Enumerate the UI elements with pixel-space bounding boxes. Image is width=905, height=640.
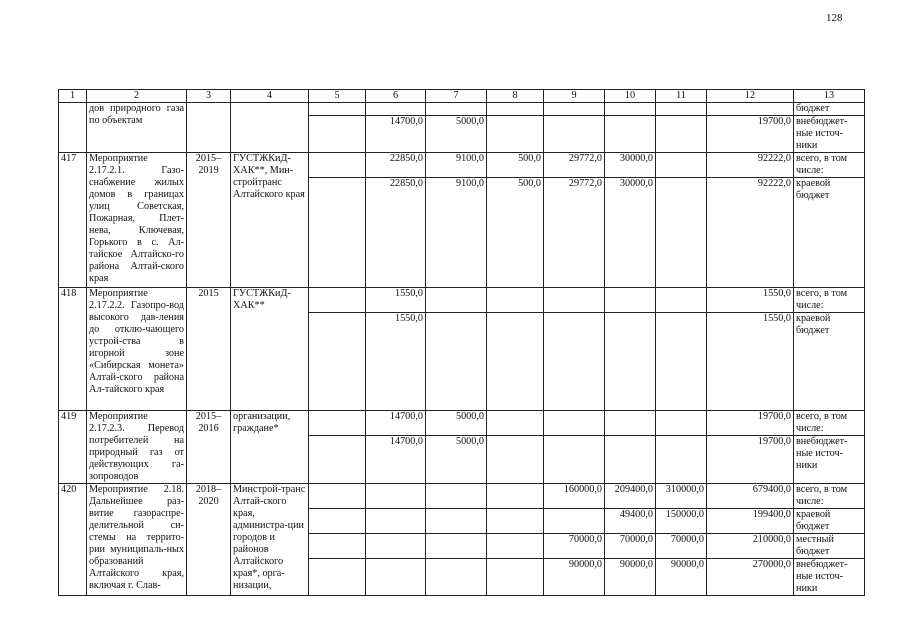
table-row xyxy=(59,288,865,313)
value-cell: 5000,0 xyxy=(426,116,487,153)
column-number: 8 xyxy=(487,90,544,103)
column-number: 4 xyxy=(231,90,309,103)
column-number: 1 xyxy=(59,90,87,103)
value-cell: 29772,0 xyxy=(544,178,605,288)
activity-name: Мероприятие 2.17.2.2. Газопро-вод высокого дав-ления до отклю-чающего устрой-ства в игорной зоне «Сибирская монета» Алтай-ского района Ал-тайского края xyxy=(87,288,187,411)
value-cell: 5000,0 xyxy=(426,411,487,436)
executor-cell: организации, граждане* xyxy=(231,411,309,484)
total-cell: 19700,0 xyxy=(707,436,794,484)
row-number: 418 xyxy=(59,288,87,411)
column-number: 5 xyxy=(309,90,366,103)
value-cell: 29772,0 xyxy=(544,153,605,178)
funding-source: краевой бюджет xyxy=(794,509,865,534)
total-cell: 92222,0 xyxy=(707,178,794,288)
value-cell: 9100,0 xyxy=(426,153,487,178)
total-cell: 92222,0 xyxy=(707,153,794,178)
value-cell: 22850,0 xyxy=(366,178,426,288)
budget-table xyxy=(58,89,865,596)
funding-source: бюджет xyxy=(794,103,865,116)
value-cell: 9100,0 xyxy=(426,178,487,288)
years-cell: 2015–2019 xyxy=(187,153,231,288)
row-number: 419 xyxy=(59,411,87,484)
value-cell: 14700,0 xyxy=(366,116,426,153)
value-cell: 500,0 xyxy=(487,153,544,178)
value-cell: 1550,0 xyxy=(366,313,426,411)
value-cell: 90000,0 xyxy=(605,559,656,596)
value-cell: 30000,0 xyxy=(605,153,656,178)
value-cell: 209400,0 xyxy=(605,484,656,509)
page-number: 128 xyxy=(826,12,843,24)
funding-source: внебюджет-ные источ-ники xyxy=(794,116,865,153)
years-cell: 2015–2016 xyxy=(187,411,231,484)
column-number: 13 xyxy=(794,90,865,103)
total-cell: 199400,0 xyxy=(707,509,794,534)
total-cell: 19700,0 xyxy=(707,116,794,153)
value-cell: 14700,0 xyxy=(366,436,426,484)
value-cell: 310000,0 xyxy=(656,484,707,509)
column-number: 12 xyxy=(707,90,794,103)
value-cell: 70000,0 xyxy=(605,534,656,559)
funding-source: внебюджет-ные источ-ники xyxy=(794,436,865,484)
value-cell: 49400,0 xyxy=(605,509,656,534)
value-cell: 30000,0 xyxy=(605,178,656,288)
total-cell: 210000,0 xyxy=(707,534,794,559)
funding-source: краевой бюджет xyxy=(794,313,865,411)
column-number: 2 xyxy=(87,90,187,103)
years-cell: 2018–2020 xyxy=(187,484,231,596)
column-number: 10 xyxy=(605,90,656,103)
column-number: 9 xyxy=(544,90,605,103)
activity-name: Мероприятие 2.17.2.3. Перевод потребителей на природный газ от действующих га-зопроводов xyxy=(87,411,187,484)
executor-cell xyxy=(231,103,309,153)
years-cell xyxy=(187,103,231,153)
value-cell: 14700,0 xyxy=(366,411,426,436)
row-number: 420 xyxy=(59,484,87,596)
activity-name: дов природного газа по объектам xyxy=(87,103,187,153)
row-number: 417 xyxy=(59,153,87,288)
executor-cell: Минстрой-транс Алтай-ского края, администра-ции городов и районов Алтайского края*, орга-низации, xyxy=(231,484,309,596)
years-cell: 2015 xyxy=(187,288,231,411)
value-cell: 70000,0 xyxy=(544,534,605,559)
funding-source: краевой бюджет xyxy=(794,178,865,288)
funding-source: внебюджет-ные источ-ники xyxy=(794,559,865,596)
executor-cell: ГУСТЖКиД-ХАК** xyxy=(231,288,309,411)
total-cell: 679400,0 xyxy=(707,484,794,509)
table-row xyxy=(59,411,865,436)
table-row xyxy=(59,153,865,178)
value-cell: 150000,0 xyxy=(656,509,707,534)
column-number: 6 xyxy=(366,90,426,103)
value-cell: 90000,0 xyxy=(656,559,707,596)
funding-source: всего, в том числе: xyxy=(794,411,865,436)
table-row xyxy=(59,484,865,509)
value-cell: 160000,0 xyxy=(544,484,605,509)
value-cell: 5000,0 xyxy=(426,436,487,484)
value-cell: 70000,0 xyxy=(656,534,707,559)
total-cell: 19700,0 xyxy=(707,411,794,436)
value-cell: 500,0 xyxy=(487,178,544,288)
value-cell: 90000,0 xyxy=(544,559,605,596)
activity-name: Мероприятие 2.18. Дальнейшее раз-витие газораспре-делительной си-стемы на террито-рии муниципаль-ных образований Алтайского края, включая г. Слав- xyxy=(87,484,187,596)
funding-source: всего, в том числе: xyxy=(794,484,865,509)
activity-name: Мероприятие 2.17.2.1. Газо-снабжение жилых домов в границах улиц Советская, Пожарная, Плет-нева, Ключевая, Горького в с. Ал-тайское Алтайско-го района Алтай-ского края xyxy=(87,153,187,288)
value-cell: 1550,0 xyxy=(366,288,426,313)
funding-source: всего, в том числе: xyxy=(794,288,865,313)
column-number: 7 xyxy=(426,90,487,103)
funding-source: всего, в том числе: xyxy=(794,153,865,178)
column-number: 3 xyxy=(187,90,231,103)
row-number xyxy=(59,103,87,153)
executor-cell: ГУСТЖКиД-ХАК**, Мин-стройтранс Алтайского края xyxy=(231,153,309,288)
table-row xyxy=(59,103,865,116)
total-cell: 1550,0 xyxy=(707,313,794,411)
total-cell: 1550,0 xyxy=(707,288,794,313)
table-header-row xyxy=(59,90,865,103)
value-cell: 22850,0 xyxy=(366,153,426,178)
total-cell: 270000,0 xyxy=(707,559,794,596)
funding-source: местный бюджет xyxy=(794,534,865,559)
column-number: 11 xyxy=(656,90,707,103)
